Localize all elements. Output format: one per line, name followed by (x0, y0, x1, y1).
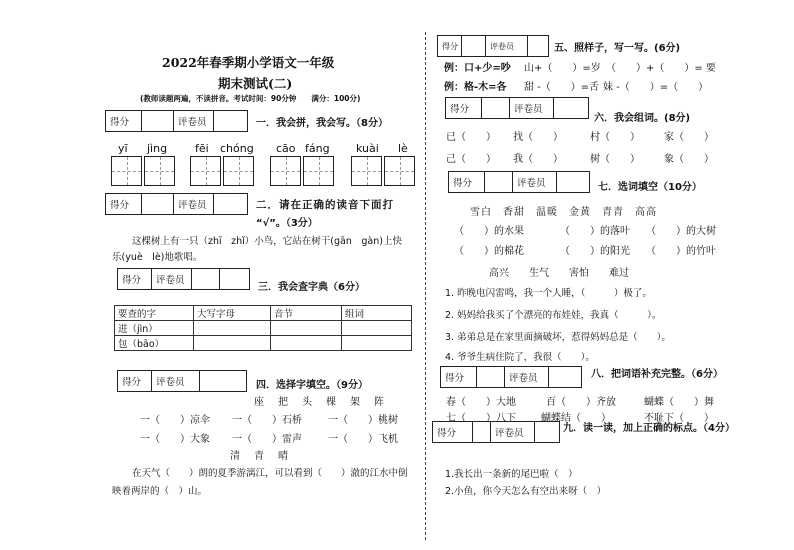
section-1-title: 一．我会拼，我会写。（8分） (256, 118, 388, 129)
score-label: 得分 (118, 371, 152, 391)
section-3-title: 三．我会查字典（6分） (258, 282, 365, 293)
writing-grid-cell[interactable] (111, 156, 142, 186)
grader-label: 评卷员 (174, 194, 214, 214)
idiom-item: 不耻下（ ） (644, 413, 714, 424)
fill-blank-item: 一（ ）石桥 (232, 415, 302, 426)
word-group-item: 村（ ） (590, 132, 640, 143)
question-item: 1. 昨晚电闪雷鸣，我一个人睡，（ ）极了。 (445, 288, 652, 299)
column-divider (425, 32, 426, 540)
example-item: 例：格-木=各 (444, 82, 507, 93)
answer-cell[interactable] (271, 336, 342, 351)
fill-blank-item: （ ）的落叶 (560, 226, 630, 237)
writing-grid-cell[interactable] (351, 156, 382, 186)
fill-blank-item: 山+（ ）=岁 (524, 63, 601, 74)
score-label: 得分 (441, 367, 477, 387)
writing-grid-cell[interactable] (190, 156, 221, 186)
fill-blank-item: （ ）的竹叶 (646, 246, 716, 257)
answer-cell[interactable] (342, 321, 412, 336)
exam-subtitle: 期末测试(二) (218, 76, 293, 91)
question-item: 2. 妈妈给我买了个漂亮的布娃娃，我真（ ）。 (445, 310, 662, 321)
column-header: 要查的字 (115, 306, 194, 321)
fill-blank-item: （ ）的水果 (454, 226, 524, 237)
score-input[interactable] (462, 36, 486, 56)
section-4-text: 映着两岸的（ ）山。 (112, 486, 208, 497)
section-2-title-cont: “√”。（3分） (256, 218, 318, 229)
pinyin-label: jìng (147, 142, 168, 155)
idiom-item: 蝴蝶（ ）舞 (644, 397, 714, 408)
grader-input[interactable] (214, 111, 247, 131)
section-5-title: 五、照样子，写一写。(6分) (554, 43, 681, 54)
table-row (115, 336, 412, 351)
table-cell: 进（jìn） (115, 321, 194, 336)
section-2-title: 二．请在正确的读音下面打 (256, 199, 394, 211)
idiom-item: 七（ ）八下 (446, 413, 516, 424)
table-row (115, 321, 412, 336)
section-2-text: 这棵树上有一只（zhī zhǐ）小鸟，它站在树干(gān gàn)上快 (132, 236, 402, 247)
score-box (440, 366, 582, 388)
score-label: 得分 (446, 98, 482, 118)
word-bank: 清 青 晴 (230, 451, 290, 462)
fill-blank-item: 妹 -（ ）=（ ） (603, 82, 709, 93)
writing-grid-cell[interactable] (223, 156, 254, 186)
fill-blank-item: 一（ ）雷声 (232, 434, 302, 445)
pinyin-label: lè (398, 142, 408, 155)
grader-label: 评卷员 (513, 172, 557, 192)
section-6-title: 六．我会组词。(8分) (594, 113, 691, 124)
example-item: 例：口+少=吵 (444, 63, 511, 74)
dictionary-table (114, 305, 412, 351)
grader-label: 评卷员 (510, 98, 554, 118)
grader-input[interactable] (554, 98, 588, 118)
writing-grid-cell[interactable] (270, 156, 301, 186)
exam-info: (教师读题两遍，不读拼音。考试时间：90分钟 满分：100分) (140, 94, 361, 103)
grader-label: 评卷员 (174, 111, 214, 131)
word-group-item: 我（ ） (513, 154, 563, 165)
writing-grid-cell[interactable] (384, 156, 415, 186)
fill-blank-item: （ ）的棉花 (454, 246, 524, 257)
table-cell: 包（bāo） (115, 336, 194, 351)
word-group-item: 找（ ） (513, 132, 563, 143)
word-group-item: 象（ ） (664, 154, 714, 165)
grader-input[interactable] (528, 36, 548, 56)
score-box (117, 268, 250, 290)
score-box (448, 171, 590, 193)
score-label: 得分 (438, 36, 462, 56)
pinyin-label: fáng (305, 142, 330, 155)
grader-input[interactable] (214, 194, 247, 214)
grader-label: 评卷员 (491, 422, 535, 442)
word-bank: 高兴 生气 害怕 难过 (489, 268, 629, 279)
idiom-item: 春（ ）大地 (446, 397, 516, 408)
answer-cell[interactable] (194, 336, 271, 351)
idiom-item: 蝴蝶结（ ） (541, 413, 611, 424)
exam-title: 2022年春季期小学语文一年级 (162, 55, 335, 70)
score-input[interactable] (220, 269, 249, 289)
writing-grid-cell[interactable] (303, 156, 334, 186)
score-box (105, 193, 248, 215)
answer-cell[interactable] (271, 321, 342, 336)
word-bank: 座 把 头 棵 架 阵 (254, 397, 386, 408)
writing-grid-cell[interactable] (144, 156, 175, 186)
score-label: 得分 (106, 194, 142, 214)
table-header-row (115, 306, 412, 321)
score-box (432, 421, 560, 443)
section-2-text: 乐(yuè lè)地歌唱。 (112, 252, 203, 263)
grader-input[interactable] (200, 371, 246, 391)
fill-blank-item: 一（ ）桃树 (328, 415, 398, 426)
grader-label: 评卷员 (152, 269, 192, 289)
score-label: 得分 (433, 422, 473, 442)
pinyin-label: kuài (356, 142, 379, 155)
score-box (437, 35, 549, 57)
answer-cell[interactable] (342, 336, 412, 351)
word-bank: 雪白 香甜 温暖 金黄 青青 高高 (470, 207, 657, 218)
question-item: 3. 弟弟总是在家里面摘破坏，惹得妈妈总是（ ）。 (445, 332, 671, 343)
score-label: 得分 (118, 269, 152, 289)
fill-blank-item: 一（ ）大象 (140, 434, 210, 445)
word-group-item: 己（ ） (446, 154, 496, 165)
column-header: 组词 (342, 306, 412, 321)
fill-blank-item: （ ）的阳光 (560, 246, 630, 257)
score-box (105, 110, 248, 132)
score-input[interactable] (477, 367, 505, 387)
word-group-item: 家（ ） (664, 132, 714, 143)
score-box (117, 370, 247, 392)
score-label: 得分 (106, 111, 142, 131)
fill-blank-item: （ ）+（ ）= 要 (606, 63, 716, 74)
fill-blank-item: 甜 -（ ）=舌 (524, 82, 600, 93)
fill-blank-item: 一（ ）凉伞 (140, 415, 210, 426)
grader-input[interactable] (557, 172, 589, 192)
grader-input[interactable] (535, 422, 559, 442)
pinyin-label: yī (118, 142, 128, 155)
score-input[interactable] (142, 111, 174, 131)
section-4-title: 四．选择字填空。（9分） (256, 380, 368, 391)
idiom-item: 百（ ）齐放 (546, 397, 616, 408)
fill-blank-item: 一（ ）飞机 (328, 434, 398, 445)
answer-cell[interactable] (194, 321, 271, 336)
fill-blank-item: （ ）的大树 (646, 226, 716, 237)
question-item: 4. 爷爷生病住院了，我很（ ）。 (445, 352, 595, 363)
section-4-text: 在天气（ ）朗的夏季游漓江，可以看到（ ）澈的江水中倒 (132, 468, 408, 479)
grader-label: 评卷员 (505, 367, 549, 387)
pinyin-label: chóng (220, 142, 254, 155)
score-input[interactable] (482, 98, 510, 118)
grader-label: 评卷员 (486, 36, 528, 56)
section-7-title: 七．选词填空（10分） (598, 182, 702, 193)
score-input[interactable] (473, 422, 491, 442)
word-group-item: 树（ ） (590, 154, 640, 165)
grader-label: 评卷员 (152, 371, 200, 391)
column-header: 大写字母 (194, 306, 271, 321)
section-9-title: 九．读一读，加上正确的标点。（4分） (563, 423, 735, 434)
score-input[interactable] (485, 172, 513, 192)
grader-input[interactable] (192, 269, 220, 289)
punctuation-item: 1.我长出一条新的尾巴啦（ ） (445, 469, 578, 480)
score-input[interactable] (142, 194, 174, 214)
pinyin-label: cāo (276, 142, 296, 155)
score-box (445, 97, 589, 119)
section-8-title: 八．把词语补充完整。（6分） (591, 369, 723, 380)
column-header: 音节 (271, 306, 342, 321)
pinyin-label: fēi (195, 142, 209, 155)
grader-input[interactable] (549, 367, 581, 387)
punctuation-item: 2.小鱼，你今天怎么有空出来呀（ ） (445, 486, 607, 497)
score-label: 得分 (449, 172, 485, 192)
word-group-item: 已（ ） (446, 132, 496, 143)
